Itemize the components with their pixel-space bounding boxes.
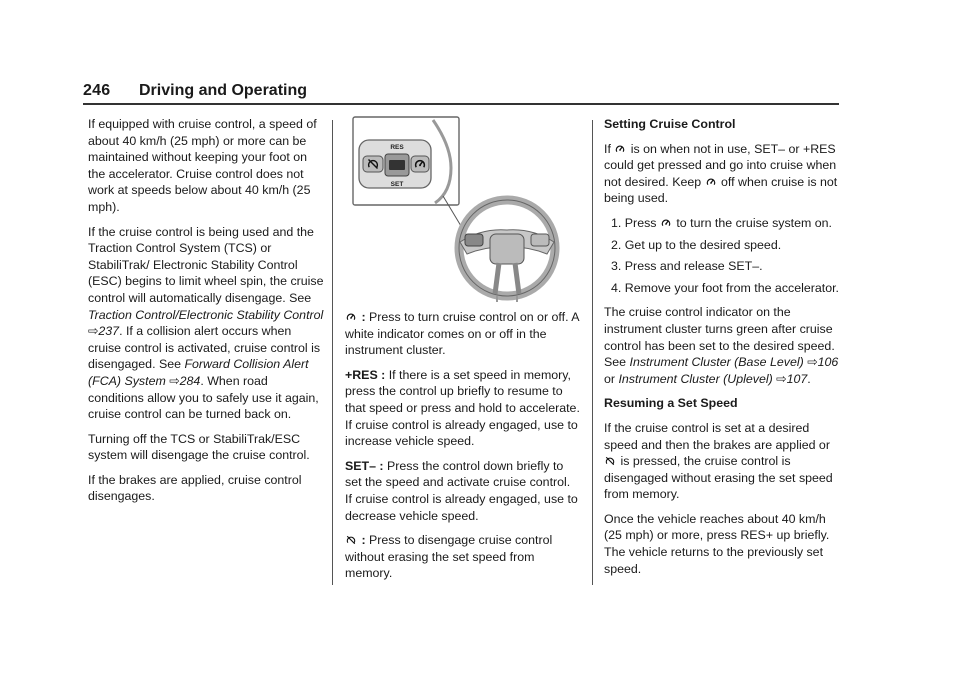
text: If: [604, 141, 615, 156]
list-item: [604, 237, 844, 254]
link-instrument-cluster-base[interactable]: Instrument Cluster (Base Level): [629, 355, 804, 370]
text: is pressed, the cruise control is disengaged without erasing the set speed from memory.: [604, 454, 833, 502]
paragraph: [604, 420, 844, 503]
header-rule: [83, 103, 839, 105]
steps-list: [604, 215, 844, 296]
cancel-description: [345, 532, 581, 582]
column-middle: [345, 309, 581, 590]
paragraph: [88, 224, 324, 423]
text: Press to disengage cruise control without erasing the set speed from memory.: [345, 533, 553, 581]
paragraph: If equipped with cruise control, a speed of about 40 km/h (25 mph) or more can be maintained without keeping your foot on the accelerator. Cruise control does not work at speeds below about 40 km/h (25 mph).: [88, 117, 317, 214]
cruise-icon: [615, 144, 625, 154]
paragraph: Turning off the TCS or StabiliTrak/ESC system will disengage the cruise control.: [88, 431, 310, 463]
text: Press: [624, 215, 660, 230]
column-left: [88, 116, 324, 513]
rocker-face: [389, 160, 405, 170]
text: Press and release SET–.: [624, 259, 763, 274]
column-right: [604, 116, 844, 585]
label: +RES :: [345, 367, 389, 382]
link-instrument-cluster-uplevel[interactable]: Instrument Cluster (Uplevel): [618, 371, 773, 386]
text: .: [807, 371, 811, 386]
text: is on when not in use, SET– or +RES could get pressed and go into cruise when not desired. Keep: [604, 141, 837, 189]
wheel-hub: [490, 234, 524, 264]
text: to turn the cruise system on.: [672, 215, 833, 230]
text: . When road conditions allow you to safely use it again, cruise control can be turned back on.: [88, 373, 319, 422]
set-label: SET: [390, 181, 404, 188]
label: :: [358, 533, 370, 548]
column-divider-right: [592, 120, 593, 585]
page-ref-icon: ⇨: [88, 324, 99, 339]
paragraph: If the brakes are applied, cruise control disengages.: [88, 472, 302, 504]
text: The cruise control indicator on the instrument cluster turns green after cruise control has been set to the desired speed. See: [604, 305, 835, 370]
list-item: [604, 280, 844, 297]
paragraph: Once the vehicle reaches about 40 km/h (25 mph) or more, press RES+ up briefly. The vehicle returns to the previously set speed.: [604, 511, 830, 576]
heading-resuming-speed: Resuming a Set Speed: [604, 396, 738, 411]
link-traction-control[interactable]: Traction Control/Electronic Stability Control: [88, 307, 324, 322]
page-ref[interactable]: 237: [98, 324, 120, 339]
paragraph: [604, 141, 844, 207]
res-description: [345, 367, 581, 450]
cancel-icon: [346, 535, 356, 545]
page-ref[interactable]: 106: [817, 355, 839, 370]
text: If cruise control is already engaged, use to decrease vehicle speed.: [345, 491, 578, 523]
step-number: 4.: [611, 280, 622, 295]
heading-setting-cruise: Setting Cruise Control: [604, 117, 736, 131]
text: . If a collision alert occurs when cruise control is activated, cruise control is disengaged. See: [88, 324, 321, 372]
cruise-icon: [346, 312, 356, 322]
link-forward-collision-alert[interactable]: Forward Collision Alert (FCA) System: [88, 357, 309, 388]
text: Get up to the desired speed.: [624, 237, 782, 252]
page-ref[interactable]: 284: [179, 373, 201, 388]
step-number: 3.: [611, 259, 622, 274]
steering-wheel-illustration: [347, 116, 579, 302]
text: Press to turn cruise control on or off. A white indicator comes on or off in the instrument cluster.: [345, 310, 579, 358]
label: SET– :: [345, 458, 387, 473]
step-number: 2.: [611, 237, 622, 252]
page-number: 246: [83, 82, 111, 99]
text: If there is a set speed in memory, press the control up briefly to resume to that speed or press and hold to accelerate. If cruise control is already engaged, use to increase vehicle speed.: [345, 367, 580, 449]
page-ref-icon: ⇨: [776, 371, 787, 386]
list-item: [604, 258, 844, 275]
paragraph: [604, 304, 844, 387]
set-description: [345, 458, 581, 524]
page-ref-icon: ⇨: [169, 373, 180, 388]
step-number: 1.: [611, 215, 622, 230]
list-item: [604, 215, 844, 232]
steering-wheel-figure: [347, 116, 579, 302]
text: If the cruise control is set at a desired speed and then the brakes are applied or: [604, 420, 830, 452]
text: Press the control down briefly to set the speed and activate cruise control.: [345, 458, 571, 490]
text: off when cruise is not being used.: [604, 174, 838, 206]
text: If the cruise control is being used and the Traction Control System (TCS) or StabiliTrak/ Electronic Stability Control (ESC) begins to limit wheel spin, the cruise control will automatically disengage. See: [88, 224, 324, 305]
wheel-cruise-controls: [465, 234, 483, 246]
section-title: Driving and Operating: [139, 82, 308, 99]
page-ref-icon: ⇨: [807, 355, 818, 370]
on-off-description: [345, 309, 581, 359]
column-divider-left: [332, 120, 333, 585]
text: or: [604, 371, 619, 386]
wheel-right-controls: [531, 234, 549, 246]
cancel-icon: [605, 456, 615, 466]
page-header: [83, 82, 839, 104]
page-ref[interactable]: 107: [786, 371, 808, 386]
cruise-icon: [706, 177, 716, 187]
cruise-icon: [661, 218, 671, 228]
text: Remove your foot from the accelerator.: [624, 280, 839, 295]
res-label: RES: [390, 144, 404, 151]
label: :: [358, 310, 370, 324]
wheel-lower-spoke: [495, 263, 519, 294]
